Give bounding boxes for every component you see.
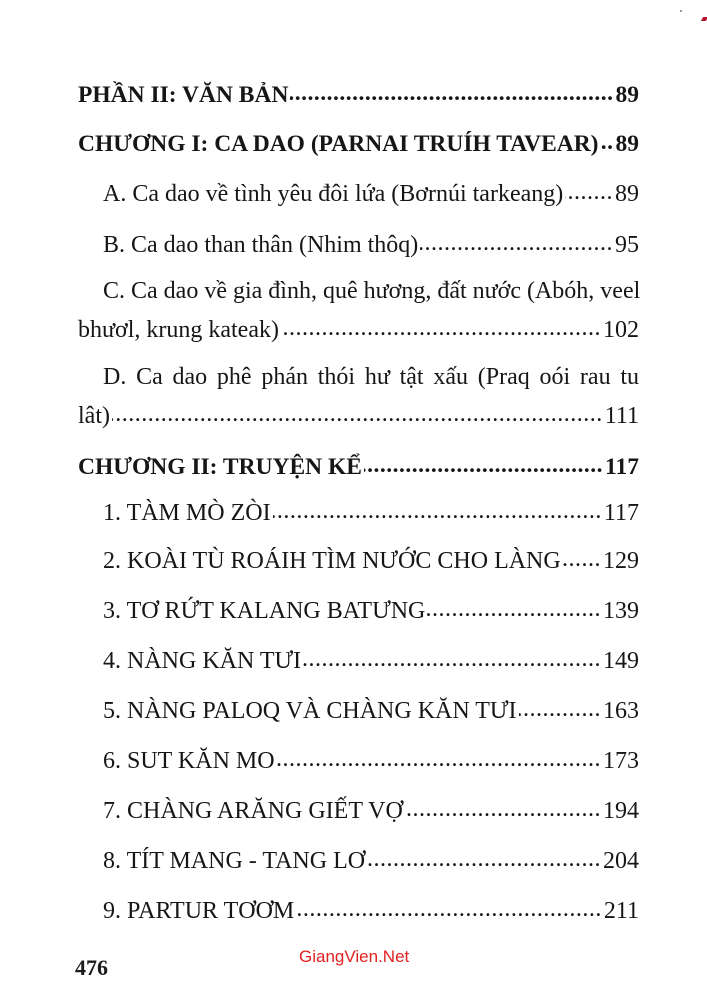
dot-leader [519,694,601,718]
toc-entry-section-d-line1: D. Ca dao phê phán thói hư tật xấu (Praq oói rau tu [103,364,639,390]
toc-title: 1. TÀM MÒ ZÒI [103,500,271,526]
toc-title: 6. SUT KĂN MO [103,748,275,774]
dust-speck [680,10,682,12]
watermark: GiangVien.Net [299,947,410,966]
toc-title: 8. TÍT MANG - TANG LƠ [103,848,366,874]
toc-entry-section-c-line1: C. Ca dao về gia đình, quê hương, đất nước (Abóh, veel [103,278,641,304]
dot-leader [405,794,601,818]
dot-leader [420,228,613,252]
toc-page: 117 [603,500,639,526]
toc-entry-story-7 [103,794,639,824]
toc-entry-section-b [103,228,639,258]
toc-entry-story-6 [103,744,639,774]
dot-leader [364,450,603,474]
dot-leader [427,594,601,618]
toc-page: 117 [605,453,639,480]
toc-title: A. Ca dao về tình yêu đôi lứa (Bơrnúi tarkeang) [103,181,564,207]
toc-entry-story-4 [103,644,639,674]
toc-entry-story-9 [103,894,639,924]
toc-title: 4. NÀNG KĂN TƯI [103,648,302,674]
toc-entry-chapter2 [78,450,639,480]
toc-page: 204 [603,848,639,874]
toc-title: 5. NÀNG PALOQ VÀ CHÀNG KĂN TƯI [103,698,517,724]
toc-entry-story-1 [103,496,639,526]
toc-entry-section-a [103,177,639,207]
dot-leader [303,644,601,668]
toc-title: 9. PARTUR TƠƠM [103,898,295,924]
toc-entry-story-8 [103,844,639,874]
dot-leader [277,744,601,768]
toc-title: B. Ca dao than thân (Nhim thôq) [103,232,419,258]
toc-page: 95 [615,232,639,258]
toc-page: 89 [615,181,639,207]
toc-page: 173 [603,748,639,774]
toc-entry-part [78,78,639,108]
toc-title: PHẦN II: VĂN BẢN [78,81,289,108]
toc-page: 149 [603,648,639,674]
dot-leader [290,78,613,102]
dot-leader [296,894,602,918]
toc-title: 2. KOÀI TÙ ROÁIH TÌM NƯỚC CHO LÀNG [103,548,561,574]
toc-page: 89 [615,130,639,157]
toc-page: 111 [604,403,639,429]
toc-entry-story-5 [103,694,639,724]
dot-leader [601,127,614,151]
toc-entry-chapter1 [78,127,639,157]
toc-page: 194 [603,798,639,824]
toc-title: CHƯƠNG II: TRUYỆN KỂ [78,453,362,480]
dot-leader [563,544,601,568]
toc-title: lât) [78,403,110,429]
toc-page: 163 [603,698,639,724]
page-number: 476 [75,955,108,980]
toc-entry-section-c [78,313,639,343]
toc-page: 102 [603,317,639,343]
toc-title: 7. CHÀNG ARĂNG GIẾT VỢ [103,798,403,824]
toc-page: 139 [603,598,639,624]
toc-title: bhươl, krung kateak) [78,317,279,343]
toc-entry-section-d [78,399,639,429]
dot-leader [112,399,603,423]
toc-entry-story-2 [103,544,639,574]
toc-entry-story-3 [103,594,639,624]
toc-page: 211 [603,898,639,924]
dot-leader [565,177,613,201]
toc-title: CHƯƠNG I: CA DAO (PARNAI TRUÍH TAVEAR) [78,130,599,157]
corner-mark [701,17,707,21]
toc-page: 89 [615,81,639,108]
dot-leader [367,844,601,868]
dot-leader [281,313,601,337]
toc-title: 3. TƠ RỨT KALANG BATƯNG [103,598,426,624]
toc-page: 129 [603,548,639,574]
dot-leader [273,496,602,520]
